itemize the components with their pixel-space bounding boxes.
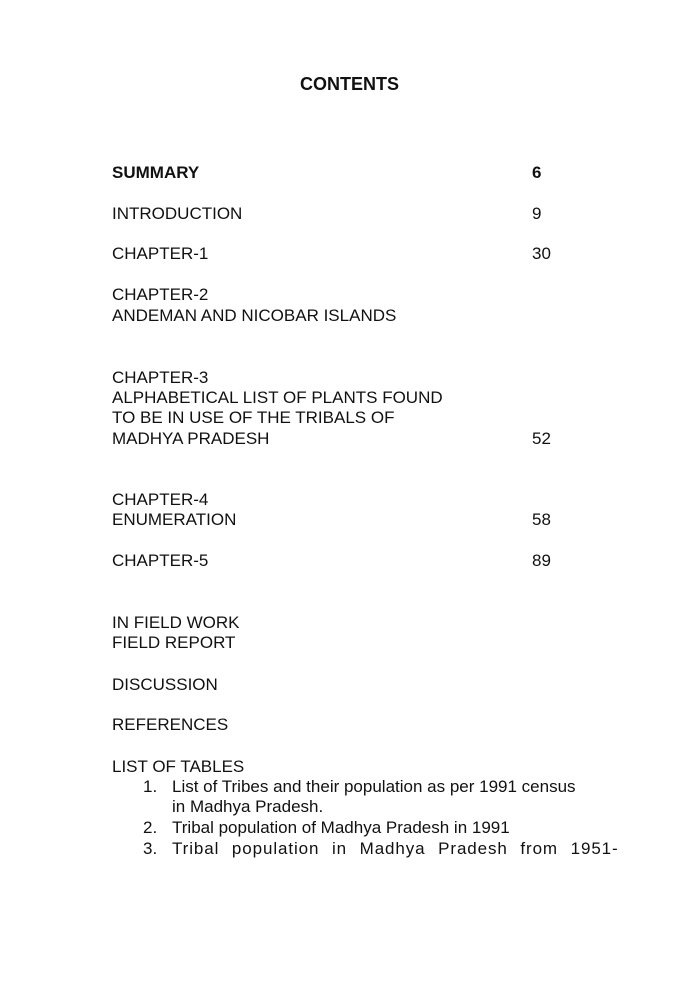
toc-in-field-work: IN FIELD WORK bbox=[112, 613, 240, 632]
toc-discussion: DISCUSSION bbox=[112, 675, 218, 694]
toc-chapter-5: CHAPTER-5 bbox=[112, 551, 209, 570]
table-item-number: 2. bbox=[143, 818, 158, 837]
toc-chapter-2-title: ANDEMAN AND NICOBAR ISLANDS bbox=[112, 306, 397, 325]
toc-chapter-4-page: 58 bbox=[532, 510, 551, 529]
toc-chapter-3-title-2: TO BE IN USE OF THE TRIBALS OF bbox=[112, 408, 395, 427]
table-item-continued: in Madhya Pradesh. bbox=[172, 797, 324, 816]
toc-introduction-page: 9 bbox=[532, 204, 542, 223]
toc-chapter-3-title-1: ALPHABETICAL LIST OF PLANTS FOUND bbox=[112, 388, 443, 407]
toc-chapter-3: CHAPTER-3 bbox=[112, 368, 209, 387]
toc-chapter-4: CHAPTER-4 bbox=[112, 490, 209, 509]
list-of-tables-heading: LIST OF TABLES bbox=[112, 757, 245, 776]
toc-chapter-3-title-3: MADHYA PRADESH bbox=[112, 429, 270, 448]
table-item: Tribal population in Madhya Pradesh from 1951- bbox=[172, 839, 619, 858]
toc-chapter-3-page: 52 bbox=[532, 429, 551, 448]
toc-references: REFERENCES bbox=[112, 715, 229, 734]
table-item: Tribal population of Madhya Pradesh in 1991 bbox=[172, 818, 510, 837]
toc-introduction: INTRODUCTION bbox=[112, 204, 243, 223]
toc-chapter-4-title: ENUMERATION bbox=[112, 510, 237, 529]
toc-summary: SUMMARY bbox=[112, 163, 200, 182]
toc-summary-page: 6 bbox=[532, 163, 542, 182]
toc-chapter-2: CHAPTER-2 bbox=[112, 285, 209, 304]
toc-chapter-1: CHAPTER-1 bbox=[112, 244, 209, 263]
table-item-number: 3. bbox=[143, 839, 158, 858]
toc-chapter-1-page: 30 bbox=[532, 244, 551, 263]
table-item-number: 1. bbox=[143, 777, 158, 796]
page-title: CONTENTS bbox=[300, 74, 399, 94]
toc-field-report: FIELD REPORT bbox=[112, 633, 236, 652]
table-item: List of Tribes and their population as per 1991 census bbox=[172, 777, 576, 796]
toc-chapter-5-page: 89 bbox=[532, 551, 551, 570]
